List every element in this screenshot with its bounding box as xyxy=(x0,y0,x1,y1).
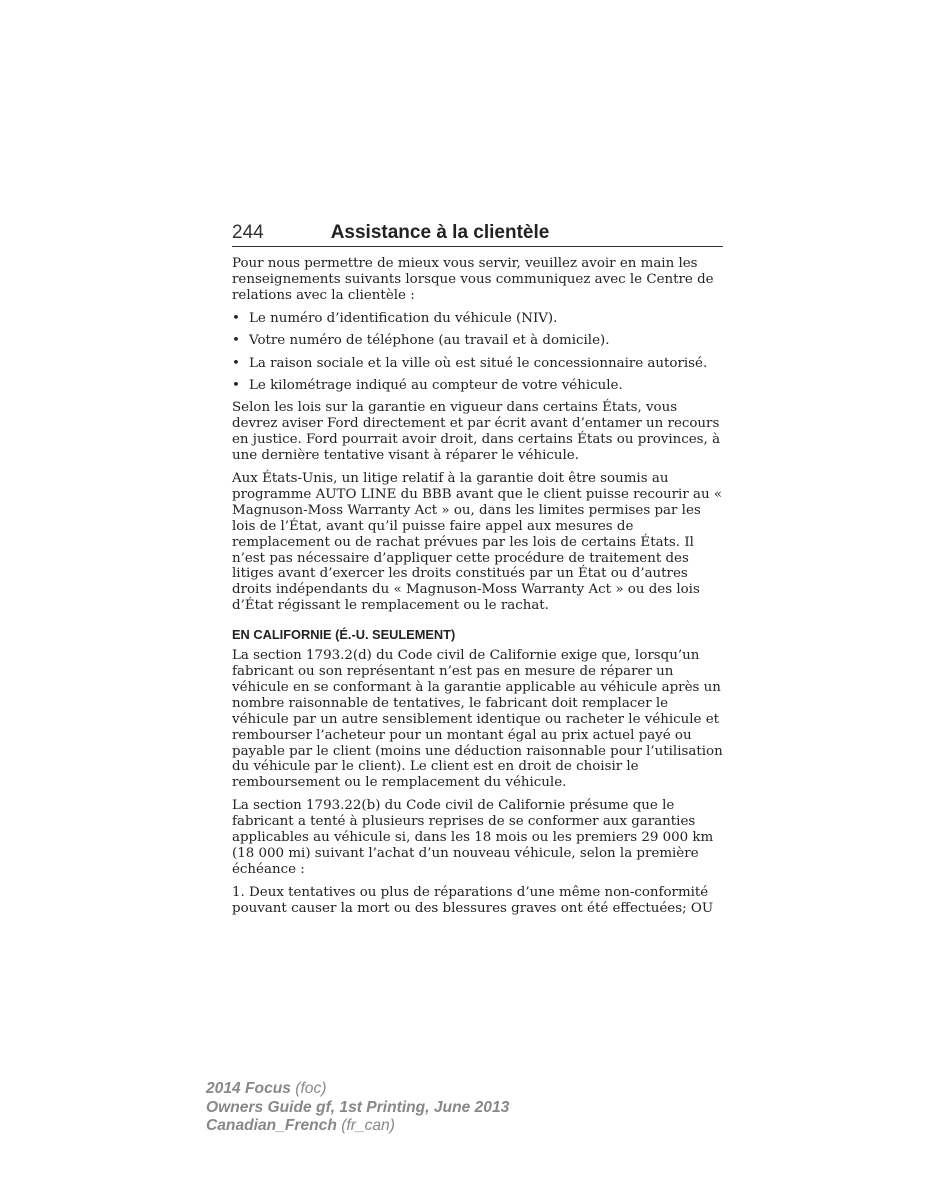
section-heading: EN CALIFORNIE (É.-U. SEULEMENT) xyxy=(232,627,456,643)
list-item: • La raison sociale et la ville où est situé le concessionnaire autorisé. xyxy=(232,355,708,371)
us-dispute-paragraph: Aux États-Unis, un litige relatif à la garantie doit être soumis au programme AUTO LINE du BBB avant que le client puisse recourir au « Magnuson-Moss Warranty Act » ou, dans les limites permises par les lois de l’État, avant qu’il puisse faire appel aux mesures de remplacement ou de rachat prévues par les lois de certains États. Il n’est pas nécessaire d’appliquer cette procédure de traitement des litiges avant d’exercer les droits constitués par un État ou d’autres droits indépendants du « Magnuson-Moss Warranty Act » ou des lois d’État régissant le remplacement ou le rachat. xyxy=(232,470,723,614)
bullet-icon: • xyxy=(232,333,240,349)
intro-paragraph: Pour nous permettre de mieux vous servir, veuillez avoir en main les renseignements suivants lorsque vous communiquez avec le Centre de relations avec la clientèle : xyxy=(232,256,714,303)
california-paragraph-2: La section 1793.22(b) du Code civil de Californie présume que le fabricant a tenté à plusieurs reprises de se conformer aux garanties applicables au véhicule si, dans les 18 mois ou les premiers 29 000 km (18 000 mi) suivant l’achat d’un nouveau véhicule, selon la première échéance : xyxy=(232,798,714,877)
list-item: • Le numéro d’identification du véhicule (NIV). xyxy=(232,310,558,326)
list-item: • Votre numéro de téléphone (au travail et à domicile). xyxy=(232,333,610,349)
footer-line-2: Owners Guide gf, 1st Printing, June 2013 xyxy=(206,1098,510,1116)
bullet-icon: • xyxy=(232,377,240,393)
footer-line-1: 2014 Focus (foc) xyxy=(206,1080,327,1097)
footer-line-3: Canadian_French (fr_can) xyxy=(206,1117,395,1134)
bullet-icon: • xyxy=(232,310,240,326)
warranty-paragraph: Selon les lois sur la garantie en vigueur dans certains États, vous devrez aviser Ford directement et par écrit avant d’entamer un recours en justice. Ford pourrait avoir droit, dans certains États ou provinces, à une dernière tentative visant à réparer le véhicule. xyxy=(232,400,721,464)
manual-page xyxy=(232,222,723,924)
page-title: Assistance à la clientèle xyxy=(330,222,550,243)
page-header xyxy=(232,222,723,247)
california-paragraph-1: La section 1793.2(d) du Code civil de Californie exige que, lorsqu’un fabricant ou son représentant n’est pas en mesure de réparer un véhicule en se conformant à la garantie applicable au véhicule après un nombre raisonnable de tentatives, le fabricant doit remplacer le véhicule par un autre sensiblement identique ou racheter le véhicule et rembourser l’acheteur pour un montant égal au prix actuel payé ou payable par le client (moins une déduction raisonnable pour l’utilisation du véhicule par le client). Le client est en droit de choisir le remboursement ou le remplacement du véhicule. xyxy=(232,648,723,791)
bullet-icon: • xyxy=(232,355,240,371)
california-paragraph-3: 1. Deux tentatives ou plus de réparations d’une même non-conformité pouvant causer la mort ou des blessures graves ont été effectuées; OU xyxy=(232,884,714,916)
info-list xyxy=(232,311,723,394)
page-number: 244 xyxy=(232,222,264,243)
list-item: • Le kilométrage indiqué au compteur de votre véhicule. xyxy=(232,377,623,393)
print-footer xyxy=(206,1080,509,1136)
